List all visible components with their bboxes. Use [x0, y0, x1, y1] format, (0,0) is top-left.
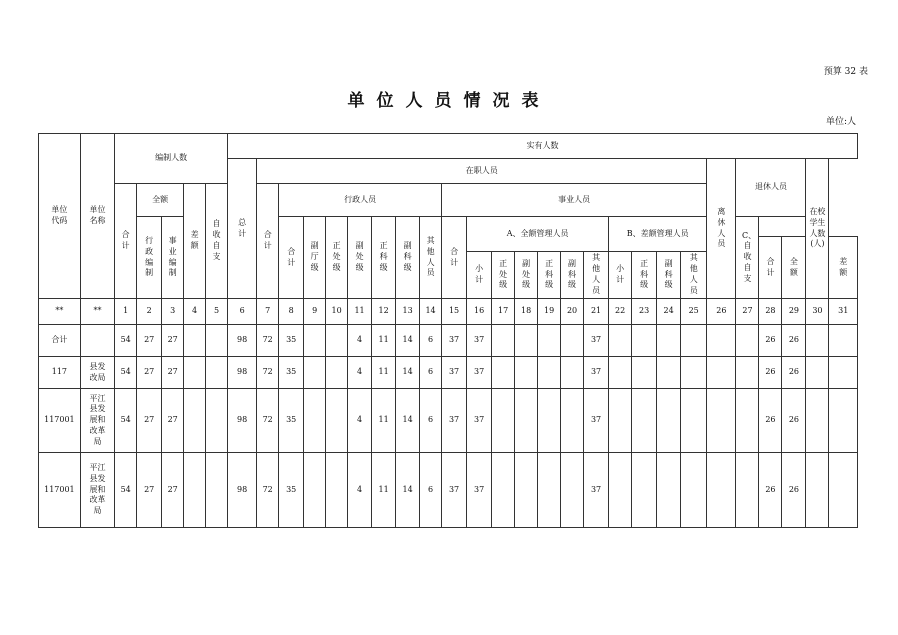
value-cell: 26 [782, 325, 806, 357]
column-number: 3 [162, 299, 184, 325]
col-header-zz-heji: 合计 [257, 184, 279, 299]
value-cell [326, 357, 348, 389]
value-cell: 37 [467, 325, 492, 357]
column-number: 4 [184, 299, 206, 325]
col-header-b-xiaoji: 小计 [609, 252, 632, 299]
col-header-shiye-bianzhi: 事业编制 [162, 217, 184, 299]
column-number: 2 [137, 299, 162, 325]
value-cell: 72 [257, 325, 279, 357]
value-cell [632, 453, 657, 528]
col-header-quane: 全额 [137, 184, 184, 217]
value-cell [184, 453, 206, 528]
value-cell [538, 357, 561, 389]
value-cell: 72 [257, 389, 279, 453]
column-number: 9 [304, 299, 326, 325]
column-number: 31 [829, 299, 858, 325]
column-number: 17 [492, 299, 515, 325]
value-cell [538, 453, 561, 528]
value-cell [326, 453, 348, 528]
unit-code-cell: 117001 [39, 453, 81, 528]
value-cell [304, 453, 326, 528]
unit-name-cell [80, 325, 114, 357]
value-cell [609, 389, 632, 453]
value-cell: 35 [279, 357, 304, 389]
col-header-a-xiaoji: 小计 [467, 252, 492, 299]
value-cell [492, 453, 515, 528]
value-cell [657, 325, 681, 357]
column-number: 8 [279, 299, 304, 325]
col-header-futing: 副厅级 [304, 217, 326, 299]
value-cell [736, 389, 759, 453]
value-cell: 14 [396, 357, 420, 389]
value-cell: 72 [257, 357, 279, 389]
col-header-b-qita: 其他人员 [681, 252, 707, 299]
value-cell [561, 453, 584, 528]
col-header-lixiu: 离休人员 [707, 159, 736, 299]
value-cell: 27 [137, 325, 162, 357]
value-cell [561, 357, 584, 389]
column-number: 13 [396, 299, 420, 325]
value-cell [681, 389, 707, 453]
col-header-tx-heji: 合计 [759, 237, 782, 299]
value-cell: 11 [372, 357, 396, 389]
value-cell: 37 [584, 325, 609, 357]
column-number: 14 [420, 299, 442, 325]
value-cell: 6 [420, 325, 442, 357]
value-cell: 11 [372, 389, 396, 453]
value-cell: 37 [442, 325, 467, 357]
column-number: 6 [228, 299, 257, 325]
column-number: 23 [632, 299, 657, 325]
value-cell: 4 [348, 453, 372, 528]
col-header-b-fuke: 副科级 [657, 252, 681, 299]
value-cell: 35 [279, 453, 304, 528]
value-cell [681, 325, 707, 357]
value-cell [806, 357, 829, 389]
value-cell [492, 325, 515, 357]
col-header-a-qita: 其他人员 [584, 252, 609, 299]
value-cell [829, 325, 858, 357]
column-number: 30 [806, 299, 829, 325]
value-cell [736, 453, 759, 528]
value-cell [184, 389, 206, 453]
col-header-group-a: A、全额管理人员 [467, 217, 609, 252]
col-header-code: 单位代码 [39, 134, 81, 299]
personnel-table [38, 133, 858, 528]
col-header-a-zhengke: 正科级 [538, 252, 561, 299]
table-row [39, 389, 858, 453]
value-cell [632, 389, 657, 453]
col-header-shiye-renyuan: 事业人员 [442, 184, 707, 217]
value-cell [632, 357, 657, 389]
column-number: 12 [372, 299, 396, 325]
value-cell [829, 357, 858, 389]
value-cell [206, 453, 228, 528]
col-header-b-zhengke: 正科级 [632, 252, 657, 299]
column-number: 7 [257, 299, 279, 325]
value-cell [561, 389, 584, 453]
value-cell [829, 389, 858, 453]
value-cell: 98 [228, 389, 257, 453]
value-cell [326, 389, 348, 453]
column-number: 10 [326, 299, 348, 325]
column-number-row [39, 299, 858, 325]
column-number: 28 [759, 299, 782, 325]
value-cell [538, 389, 561, 453]
value-cell [657, 357, 681, 389]
value-cell: 27 [137, 389, 162, 453]
page-title: 单位人员情况表 [347, 91, 551, 111]
col-header-zongji: 总计 [228, 159, 257, 299]
value-cell [515, 357, 538, 389]
value-cell [681, 453, 707, 528]
table-row [39, 325, 858, 357]
value-cell [632, 325, 657, 357]
column-number: 21 [584, 299, 609, 325]
col-header-chae: 差额 [184, 184, 206, 299]
value-cell: 27 [137, 357, 162, 389]
col-header-zaizhi: 在职人员 [257, 159, 707, 184]
value-cell: 27 [137, 453, 162, 528]
value-cell: 27 [162, 453, 184, 528]
value-cell: 26 [759, 357, 782, 389]
value-cell: 98 [228, 357, 257, 389]
column-number: 27 [736, 299, 759, 325]
col-header-xz-zhengchu: 正处级 [326, 217, 348, 299]
value-cell [609, 357, 632, 389]
col-header-shiyou: 实有人数 [228, 134, 858, 159]
value-cell [707, 325, 736, 357]
value-cell: 6 [420, 389, 442, 453]
value-cell: 26 [782, 357, 806, 389]
unit-code-cell: 117001 [39, 389, 81, 453]
table-row [39, 357, 858, 389]
unit-code-cell: 合计 [39, 325, 81, 357]
value-cell: 98 [228, 453, 257, 528]
value-cell [184, 357, 206, 389]
value-cell: 37 [467, 453, 492, 528]
col-header-tuixiu: 退休人员 [736, 159, 806, 217]
col-header-bianzhi: 编制人数 [115, 134, 228, 184]
col-header-group-c: C、自收自支 [736, 217, 759, 299]
col-header-tx-quane: 全额 [782, 237, 806, 299]
value-cell: 54 [115, 389, 137, 453]
value-cell: 26 [759, 453, 782, 528]
column-number: 26 [707, 299, 736, 325]
value-cell: 11 [372, 453, 396, 528]
value-cell: 14 [396, 389, 420, 453]
value-cell [492, 357, 515, 389]
value-cell: 54 [115, 357, 137, 389]
col-header-sy-heji: 合计 [442, 217, 467, 299]
col-header-a-fuchu: 副处级 [515, 252, 538, 299]
value-cell [304, 357, 326, 389]
value-cell: 14 [396, 453, 420, 528]
value-cell: 27 [162, 325, 184, 357]
value-cell: 37 [467, 357, 492, 389]
col-header-group-b: B、差额管理人员 [609, 217, 707, 252]
column-number: 22 [609, 299, 632, 325]
col-header-xz-qita: 其他人员 [420, 217, 442, 299]
col-header-tx-chae: 差额 [829, 237, 858, 299]
value-cell: 37 [584, 389, 609, 453]
value-cell [561, 325, 584, 357]
value-cell [657, 453, 681, 528]
column-number: 24 [657, 299, 681, 325]
col-header-xz-heji: 合计 [279, 217, 304, 299]
col-header-xz-zhengke: 正科级 [372, 217, 396, 299]
column-number: 15 [442, 299, 467, 325]
value-cell: 6 [420, 453, 442, 528]
col-header-bz-heji: 合计 [115, 184, 137, 299]
value-cell [681, 357, 707, 389]
value-cell [736, 357, 759, 389]
value-cell: 11 [372, 325, 396, 357]
value-cell: 14 [396, 325, 420, 357]
unit-name-cell: 平江县发展和改革局 [80, 453, 114, 528]
value-cell [829, 453, 858, 528]
value-cell [326, 325, 348, 357]
col-header-a-fuke: 副科级 [561, 252, 584, 299]
value-cell: 35 [279, 389, 304, 453]
column-number: 5 [206, 299, 228, 325]
value-cell [806, 453, 829, 528]
form-number: 预算 32 表 [823, 67, 868, 77]
value-cell: 26 [782, 389, 806, 453]
value-cell [609, 453, 632, 528]
column-number: 19 [538, 299, 561, 325]
value-cell: 4 [348, 389, 372, 453]
col-header-name: 单位名称 [80, 134, 114, 299]
value-cell [304, 389, 326, 453]
value-cell [707, 357, 736, 389]
value-cell: 37 [584, 453, 609, 528]
value-cell [736, 325, 759, 357]
column-number: 18 [515, 299, 538, 325]
value-cell: 26 [759, 389, 782, 453]
value-cell: 54 [115, 325, 137, 357]
column-number: 1 [115, 299, 137, 325]
value-cell [806, 325, 829, 357]
value-cell [515, 389, 538, 453]
column-number: 16 [467, 299, 492, 325]
column-number: 29 [782, 299, 806, 325]
value-cell [515, 325, 538, 357]
column-number: 25 [681, 299, 707, 325]
col-header-zishou: 自收自支 [206, 184, 228, 299]
column-number: 11 [348, 299, 372, 325]
col-header-xingzheng-renyuan: 行政人员 [279, 184, 442, 217]
value-cell: 27 [162, 389, 184, 453]
value-cell: 54 [115, 453, 137, 528]
value-cell [206, 357, 228, 389]
column-number: ** [39, 299, 81, 325]
column-number: 20 [561, 299, 584, 325]
value-cell: 26 [759, 325, 782, 357]
column-number: ** [80, 299, 114, 325]
value-cell [657, 389, 681, 453]
value-cell: 72 [257, 453, 279, 528]
unit-label: 单位:人 [825, 117, 856, 127]
value-cell: 4 [348, 357, 372, 389]
value-cell: 98 [228, 325, 257, 357]
value-cell [707, 389, 736, 453]
value-cell [609, 325, 632, 357]
value-cell: 37 [442, 389, 467, 453]
table-row [39, 453, 858, 528]
value-cell: 4 [348, 325, 372, 357]
value-cell: 6 [420, 357, 442, 389]
col-header-zaixiao: 在校学生人数(人) [806, 159, 829, 299]
value-cell [806, 389, 829, 453]
value-cell [304, 325, 326, 357]
value-cell [492, 389, 515, 453]
col-header-a-zhengchu: 正处级 [492, 252, 515, 299]
value-cell: 37 [467, 389, 492, 453]
col-header-xz-fuke: 副科级 [396, 217, 420, 299]
col-header-xingzheng-bianzhi: 行政编制 [137, 217, 162, 299]
value-cell: 35 [279, 325, 304, 357]
value-cell [538, 325, 561, 357]
unit-name-cell: 平江县发展和改革局 [80, 389, 114, 453]
value-cell [184, 325, 206, 357]
value-cell: 37 [584, 357, 609, 389]
unit-name-cell: 县发改局 [80, 357, 114, 389]
value-cell [206, 389, 228, 453]
value-cell: 37 [442, 357, 467, 389]
col-header-xz-fuchu: 副处级 [348, 217, 372, 299]
value-cell [206, 325, 228, 357]
unit-code-cell: 117 [39, 357, 81, 389]
value-cell: 37 [442, 453, 467, 528]
value-cell [707, 453, 736, 528]
value-cell [515, 453, 538, 528]
value-cell: 27 [162, 357, 184, 389]
value-cell: 26 [782, 453, 806, 528]
